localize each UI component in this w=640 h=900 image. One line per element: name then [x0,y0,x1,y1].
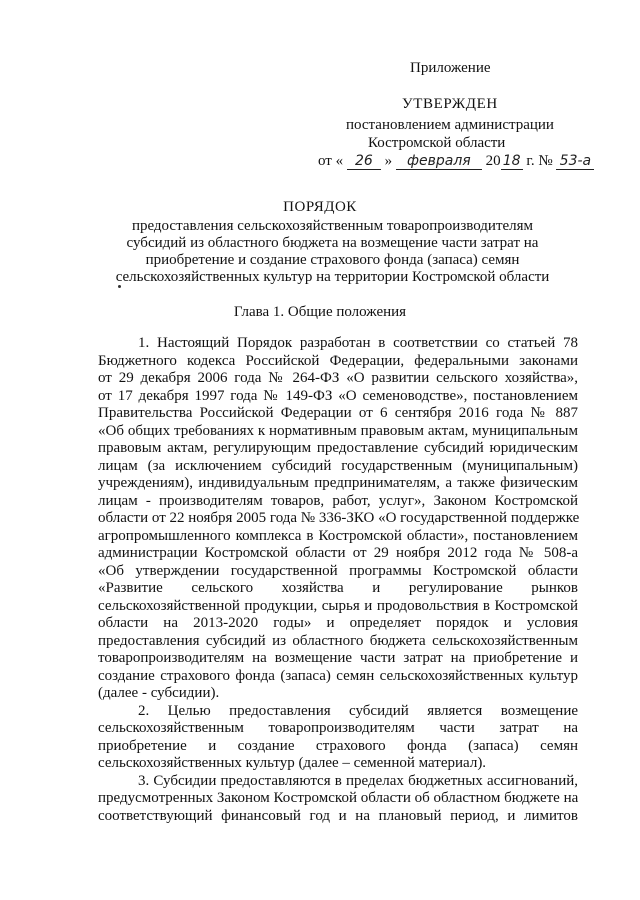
text-line: предоставления субсидий из областного бюджета сельскохозяйственным [98,632,578,649]
decree-line: постановлением администрации [346,117,554,133]
text-line: сельскохозяйственных культур (далее – семенной материал). [98,755,487,771]
date-day-field [347,153,381,170]
text-line: (далее - субсидии). [98,685,220,701]
date-prefix: от « [318,153,344,169]
date-year-field [501,153,523,170]
date-year-suffix: 18 [502,153,521,169]
document-subtitle [110,218,555,286]
text-line: товаропроизводителям на возмещение части затрат на приобретение и [98,650,578,666]
text-line: приобретение и создание страхового фонда (запаса) семян [98,737,578,754]
text-line: Бюджетного кодекса Российской Федерации, федеральными законами [98,352,578,369]
text-line: агропромышленного комплекса в Костромской области», постановлением [98,527,578,544]
text-line: создание страхового фонда (запаса) семян сельскохозяйственных культур [98,667,578,684]
text-line: лицам - производителям товаров, работ, услуг», Законом Костромской [98,492,578,509]
text-line: лицам (за исключением субсидий государственным (муниципальным) [98,457,578,474]
decree-number-field [556,153,594,170]
paragraph-2 [98,703,578,773]
text-line: сельскохозяйственной продукции, сырья и продовольствия в Костромской [98,597,578,614]
text-line: Правительства Российской Федерации от 6 сентября 2016 года № 887 [98,405,578,421]
text-line: от 29 декабря 2006 года № 264-ФЗ «О развитии сельского хозяйства», [98,370,578,386]
subtitle-line: предоставления сельскохозяйственным товаропроизводителям [131,218,534,234]
text-line: области на 2013-2020 годы» и определяет порядок и условия [98,615,578,631]
scan-dot [118,285,121,288]
text-line: предусмотренных Законом Костромской области об областном бюджете на [98,790,579,806]
text-line: «Об утверждении государственной программы Костромской области [98,562,578,579]
text-line: 1. Настоящий Порядок разработан в соответствии со статьей 78 [138,335,578,351]
paragraph-3 [98,773,578,826]
decree-date-line [318,153,594,170]
chapter-heading: Глава 1. Общие положения [233,304,407,320]
document-title: ПОРЯДОК [283,199,357,215]
body-text [98,335,578,825]
text-line: от 17 декабря 1997 года № 149-ФЗ «О семеноводстве», постановлением [98,387,578,404]
text-line: правовым актам, регулирующим предоставление субсидий юридическим [98,440,578,456]
text-line: 2. Целью предоставления субсидий является возмещение [138,702,578,719]
subtitle-line: сельскохозяйственных культур на территории Костромской области [115,269,550,285]
text-line: 3. Субсидии предоставляются в пределах бюджетных ассигнований, [138,772,578,789]
decree-number: 53-а [559,153,592,169]
date-year-prefix: 20 [485,153,501,169]
region-line: Костромской области [368,135,506,151]
paragraph-1 [98,335,578,703]
text-line: соответствующий финансовый год и на плановый период, и лимитов [98,807,578,824]
date-month: февраля [407,153,471,169]
text-line: «Об общих требованиях к нормативным правовым актам, муниципальным [98,422,578,439]
date-mid: » [384,153,393,169]
text-line: учреждениям), индивидуальным предпринимателям, а также физическим [98,475,578,491]
subtitle-line: приобретение и создание страхового фонда (запаса) семян [145,252,520,268]
date-month-field [396,153,482,170]
appendix-label: Приложение [410,60,491,76]
date-day: 26 [354,153,373,169]
subtitle-line: субсидий из областного бюджета на возмещение части затрат на [126,235,539,251]
approved-heading: УТВЕРЖДЕН [402,96,498,112]
text-line: области от 22 ноября 2005 года № 336-ЗКО «О государственной поддержке [98,510,580,526]
date-year-end: г. № [526,153,553,169]
text-line: «Развитие сельского хозяйства и регулирование рынков [98,580,578,596]
text-line: сельскохозяйственным товаропроизводителям части затрат на [98,720,578,736]
text-line: администрации Костромской области от 29 ноября 2012 года № 508-а [98,545,578,561]
